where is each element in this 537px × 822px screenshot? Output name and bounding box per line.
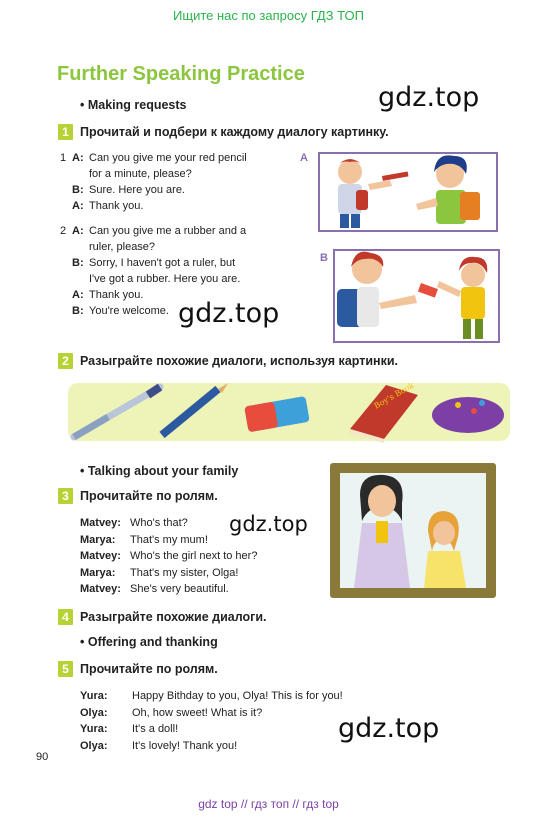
exercise-instruction: Прочитайте по ролям.	[80, 489, 218, 503]
speaker: A:	[72, 225, 84, 237]
section-talking-family: • Talking about your family	[80, 464, 239, 478]
exercise-number: 3	[58, 488, 73, 504]
speaker: B:	[72, 184, 84, 196]
top-banner: Ищите нас по запросу ГДЗ ТОП	[173, 8, 364, 23]
pen-icon	[74, 387, 160, 437]
dialog-line: That's my sister, Olga!	[130, 566, 239, 579]
exercise-2-heading	[58, 353, 398, 369]
speaker: Olya:	[80, 739, 108, 752]
pencil-case-icon	[432, 397, 504, 433]
picture-b-label: B	[320, 252, 328, 264]
dialog-line: Sorry, I haven't got a ruler, but	[89, 257, 236, 269]
speaker: A:	[72, 152, 84, 164]
exercise-number: 2	[58, 353, 73, 369]
picture-a	[318, 152, 498, 232]
book-title: Boy's Book	[372, 381, 416, 411]
speaker: A:	[72, 289, 84, 301]
school-objects-illustration	[68, 381, 510, 443]
speaker: Yura:	[80, 690, 108, 702]
dialog-1	[60, 150, 247, 214]
dialog-line: Who's the girl next to her?	[130, 550, 258, 562]
watermark: gdz.top	[178, 298, 280, 329]
exercise-number: 1	[58, 124, 73, 140]
dialog-line: Who's that?	[130, 517, 188, 529]
speaker: Yura:	[80, 723, 108, 735]
dialog-line: for a minute, please?	[89, 168, 192, 180]
dialog-line: Can you give me a rubber and a	[89, 225, 247, 237]
dialog-number: 1	[60, 152, 67, 164]
dialog-line: Oh, how sweet! What is it?	[132, 706, 263, 719]
exercise-5-heading	[58, 661, 218, 677]
speaker: B:	[72, 257, 84, 269]
dialog-number: 2	[60, 225, 67, 237]
exercise-number: 5	[58, 661, 73, 677]
watermark: gdz.top	[338, 713, 440, 744]
boys-exchange-rubber-illustration	[335, 251, 498, 341]
exercise-5-dialog	[80, 688, 343, 754]
exercise-3-heading	[58, 488, 218, 504]
speaker: Matvey:	[80, 550, 121, 562]
dialog-line: Thank you.	[89, 289, 144, 301]
page-number: 90	[36, 751, 49, 763]
mother-and-daughter-photo	[340, 473, 486, 588]
speaker: Marya:	[80, 533, 116, 546]
exercise-instruction: Разыграйте похожие диалоги.	[80, 610, 267, 624]
exercise-instruction: Прочитайте по ролям.	[80, 662, 218, 676]
exercise-number: 4	[58, 609, 73, 625]
section-making-requests: • Making requests	[80, 98, 187, 112]
picture-a-label: A	[300, 152, 308, 164]
dialog-line: Sure. Here you are.	[89, 184, 185, 196]
speaker: Marya:	[80, 566, 116, 579]
exercise-instruction: Прочитай и подбери к каждому диалогу картинку.	[80, 125, 389, 139]
rubber-icon	[244, 396, 310, 432]
family-photo-frame	[330, 463, 496, 598]
speaker: Matvey:	[80, 583, 121, 595]
dialog-line: ruler, please?	[89, 241, 156, 253]
footer-links: gdz top // гдз топ // гдз top	[198, 797, 339, 811]
dialog-line: She's very beautiful.	[130, 583, 229, 595]
dialog-line: That's my mum!	[130, 533, 208, 546]
speaker: B:	[72, 305, 84, 317]
dialog-line: Can you give me your red pencil	[89, 152, 247, 164]
pencil-icon	[162, 383, 228, 435]
dialog-line: You're welcome.	[89, 305, 169, 317]
exercise-4-heading	[58, 609, 267, 625]
dialog-line: I've got a rubber. Here you are.	[89, 273, 241, 285]
watermark: gdz.top	[378, 82, 480, 113]
picture-b	[333, 249, 500, 343]
speaker: Olya:	[80, 706, 108, 719]
dialog-line: Thank you.	[89, 200, 144, 212]
boys-exchange-pencil-illustration	[320, 154, 496, 230]
exercise-1-heading	[58, 124, 389, 140]
speaker: Matvey:	[80, 517, 121, 529]
book-icon	[348, 381, 418, 443]
dialog-line: Happy Bithday to you, Olya! This is for you!	[132, 690, 343, 702]
section-offering-thanking: • Offering and thanking	[80, 635, 218, 649]
exercise-3-dialog	[80, 515, 257, 598]
page-title: Further Speaking Practice	[57, 63, 305, 85]
dialog-line: It's lovely! Thank you!	[132, 739, 238, 752]
watermark: gdz.top	[229, 512, 308, 536]
speaker: A:	[72, 200, 84, 212]
school-objects-strip	[68, 383, 510, 441]
exercise-instruction: Разыграйте похожие диалоги, используя картинки.	[80, 354, 399, 368]
dialog-line: It's a doll!	[132, 723, 179, 735]
